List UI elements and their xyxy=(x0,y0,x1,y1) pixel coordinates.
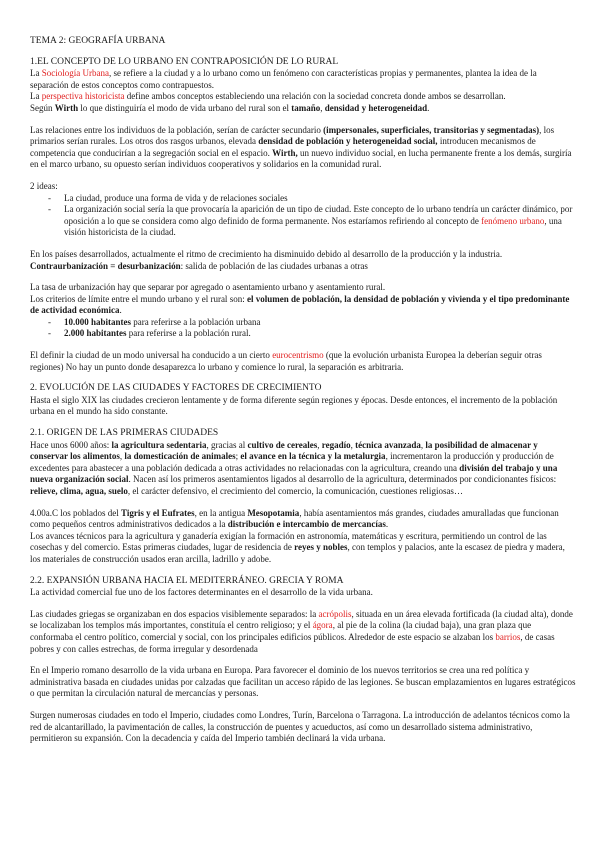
bold-term: 2.000 habitantes xyxy=(64,328,127,339)
paragraph xyxy=(30,294,576,317)
paragraph: En los países desarrollados, actualmente el ritmo de crecimiento ha disminuido debido al desarrollo de la producción y la industria. xyxy=(30,248,503,259)
paragraph xyxy=(30,103,576,115)
text: , xyxy=(317,439,322,450)
text: Los criterios de límite entre el mundo urbano y el rural son: xyxy=(30,293,247,304)
text: . xyxy=(385,519,389,530)
bold-term: cultivo de cereales xyxy=(247,439,318,450)
text: (que la evolución urbanista Europea la deberían seguir otras regiones) No hay un punto donde desaparezca lo urbano y comience lo rural, la separación es arbitraria. xyxy=(30,350,542,372)
bold-term: Wirth xyxy=(54,102,79,113)
criteria-list xyxy=(30,317,576,340)
text: La organización social sería la que provocaría la aparición de un tipo de ciudad. Este concepto de lo urbano tendría un carácter dinámico, por oposición a lo que se considera como algo definido de forma permanente. Nos estaríamos refiriendo al concepto de xyxy=(64,204,573,226)
list-item xyxy=(64,317,576,329)
text: , situada en un área elevada fortificada (la ciudad alta), donde se localizaban los templos más importantes, constituía el centro religioso; y el xyxy=(30,608,573,631)
paragraph xyxy=(30,350,576,373)
text: El definir la ciudad de un modo universal ha conducido a un cierto xyxy=(30,350,273,361)
text: ; xyxy=(235,451,241,462)
text: para referirse a la población rural. xyxy=(126,328,251,339)
ideas-list xyxy=(30,193,576,239)
text: para referirse a la población urbana xyxy=(131,316,261,327)
paragraph xyxy=(30,440,576,498)
bold-term: el avance en la técnica y la metalurgia xyxy=(240,451,386,462)
text: La xyxy=(30,91,42,102)
bold-term: la posibilidad de almacenar y conservar los alimentos xyxy=(30,439,538,462)
text: , de casas pobres y con calles estrechas, de forma irregular y desordenada xyxy=(30,631,555,654)
highlight-term: barrios xyxy=(495,631,521,642)
text: Hace unos 6000 años: xyxy=(30,439,112,450)
bold-term: relieve, clima, agua, suelo xyxy=(30,486,128,496)
highlight-term: perspectiva historicista xyxy=(41,91,125,102)
bold-term: reyes y nobles xyxy=(294,542,348,553)
section-1-heading: 1.EL CONCEPTO DE LO URBANO EN CONTRAPOSICIÓN DE LO RURAL xyxy=(30,56,339,67)
text: , se refiere a la ciudad y a lo urbano como un fenómeno con características propias y permanentes, plantea la idea de la separación de estos conceptos como contrapuestos. xyxy=(30,68,537,90)
paragraph: La actividad comercial fue uno de los factores determinantes en el desarrollo de la vida urbana. xyxy=(30,587,373,598)
bold-term: regadío xyxy=(321,439,351,450)
document-title: TEMA 2: GEOGRAFÍA URBANA xyxy=(30,36,166,46)
paragraph: Surgen numerosas ciudades en todo el Imperio, ciudades como Londres, Turín, Barcelona o Tarragona. La introducción de adelantos técnicos como la red de alcantarillado, la pavimentación de calles, la construcción de puentes y acueductos, así como un desarrollado sistema administrativo, permitieron su expansión. Con la decadencia y caída del Imperio también declinará la vida urbana. xyxy=(30,709,570,744)
bold-term: 10.000 habitantes xyxy=(64,316,132,327)
paragraph xyxy=(30,531,576,566)
text: . xyxy=(119,305,122,316)
text: , en la antigua xyxy=(194,507,248,518)
bold-term: distribución e intercambio de mercancías xyxy=(227,519,386,530)
paragraph xyxy=(30,68,576,91)
bold-term: (impersonales, superficiales, transitorias y segmentadas) xyxy=(323,124,540,135)
text: un nuevo individuo social, en lucha permanente frente a los demás, surgiría en el marco urbano, su opuesto serían individuos cooperativos y solidarios en la comunidad rural. xyxy=(30,147,572,170)
bold-term: la domesticación de animales xyxy=(124,451,236,462)
bold-term: Mesopotamia xyxy=(247,507,300,518)
bold-term: técnica avanzada xyxy=(355,439,421,450)
text: Las ciudades griegas se organizaban en dos espacios visiblemente separados: la xyxy=(30,608,319,619)
paragraph xyxy=(30,508,576,531)
highlight-term: ágora xyxy=(312,620,333,631)
bold-term: Wirth, xyxy=(272,147,298,158)
text: Las relaciones entre los individuos de la población, serían de carácter secundario xyxy=(30,124,324,135)
text: , incrementaron la producción y producción de excedentes para abastecer a una población dedicada a otras actividades no relacionadas con la agricultura, creando una xyxy=(30,451,554,473)
text: , xyxy=(420,439,426,450)
text: , gracias al xyxy=(206,439,248,450)
text: Los avances técnicos para la agricultura y ganadería exigían la formación en astronomía, matemáticas y escritura, permitiendo un control de las cosechas y del comercio. Estas primeras ciudades, lugar de residencia de xyxy=(30,530,547,553)
list-item xyxy=(64,204,576,239)
text: , xyxy=(119,451,125,462)
text: . xyxy=(427,102,430,113)
section-2-heading: 2. EVOLUCIÓN DE LAS CIUDADES Y FACTORES DE CRECIMIENTO xyxy=(30,383,322,394)
bold-term: densidad y heterogeneidad xyxy=(324,102,428,113)
bold-term: el volumen de población, la densidad de población y vivienda y el tipo predominante de actividad económica xyxy=(30,293,570,316)
paragraph: En el Imperio romano desarrollo de la vida urbana en Europa. Para favorecer el dominio de los nuevos territorios se crea una red política y administrativa basada en ciudades unidas por calzadas que facilitan un acceso rápido de las legiones. Se buscan emplazamientos en lugares estratégicos o que permitan la circulación natural de mercancías y personas. xyxy=(30,665,576,699)
paragraph xyxy=(30,261,576,273)
text: , había asentamientos más grandes, ciudades amuralladas que funcionan como pequeños centros administrativos dedicados a la xyxy=(30,507,559,530)
paragraph xyxy=(30,125,576,171)
text: , con templos y palacios, ante la escasez de piedra y madera, los materiales de construcción usados eran arcilla, ladrillo y adobe. xyxy=(30,542,565,564)
text: , una visión historicista de la ciudad. xyxy=(64,215,562,238)
text: Según xyxy=(30,102,55,113)
bold-term: división del trabajo y una nueva organización social xyxy=(30,462,558,485)
text: La xyxy=(30,68,42,79)
highlight-term: eurocentrismo xyxy=(272,350,324,361)
list-item: - La ciudad, produce una forma de vida y de relaciones sociales xyxy=(64,193,576,205)
text: define ambos conceptos estableciendo una relación con la sociedad concreta donde ambos se desarrollan. xyxy=(124,91,506,102)
highlight-term: acrópolis xyxy=(318,608,352,619)
section-2-2-heading: 2.2. EXPANSIÓN URBANA HACIA EL MEDITERRÁNEO. GRECIA Y ROMA xyxy=(30,575,344,586)
text: , al pie de la colina (la ciudad baja), una gran plaza que conformaba el centro político, comercial y social, con los principales edificios públicos. Alrededor de este espacio se alzaban los xyxy=(30,620,532,642)
paragraph: Hasta el siglo XIX las ciudades crecieron lentamente y de forma diferente según regiones y épocas. Desde entonces, el incremento de la población urbana en el mundo ha sido constante. xyxy=(30,394,558,417)
bold-term: la agricultura sedentaria xyxy=(111,439,207,450)
section-2-1-heading: 2.1. ORIGEN DE LAS PRIMERAS CIUDADES xyxy=(30,428,219,439)
paragraph xyxy=(30,609,576,655)
text: , los primarios serían rurales. Los otros dos rasgos urbanos, elevada xyxy=(30,124,555,147)
bold-term: Contraurbanización = desurbanización xyxy=(30,260,181,271)
paragraph xyxy=(30,91,576,103)
text: , xyxy=(350,439,356,450)
text: : salida de población de las ciudades urbanas a otras xyxy=(180,260,368,271)
text: , xyxy=(320,102,325,113)
bold-term: Tigris y el Eufrates xyxy=(121,507,195,518)
list-item xyxy=(64,328,576,340)
text: , el carácter defensivo, el crecimiento del comercio, la comunicación, cuestiones religiosas… xyxy=(127,486,463,496)
bold-term: densidad de población y heterogeneidad social, xyxy=(258,136,438,147)
text: . Nacen así los primeros asentamientos ligados al desarrollo de la agricultura, determinados por condicionantes físicos: xyxy=(128,474,557,485)
ideas-label: 2 ideas: xyxy=(30,180,58,191)
paragraph: La tasa de urbanización hay que separar por agregado o asentamiento urbano y asentamiento rural. xyxy=(30,282,386,293)
bold-term: tamaño xyxy=(291,102,321,113)
text: 4.00a.C los poblados del xyxy=(30,507,121,518)
text: lo que distinguiría el modo de vida urbano del rural son el xyxy=(78,102,292,113)
text: introducen mecanismos de competencia que conducirían a la segregación social en el espacio. xyxy=(30,136,536,158)
highlight-term: fenómeno urbano xyxy=(481,215,545,226)
highlight-term: Sociología Urbana xyxy=(41,68,109,79)
